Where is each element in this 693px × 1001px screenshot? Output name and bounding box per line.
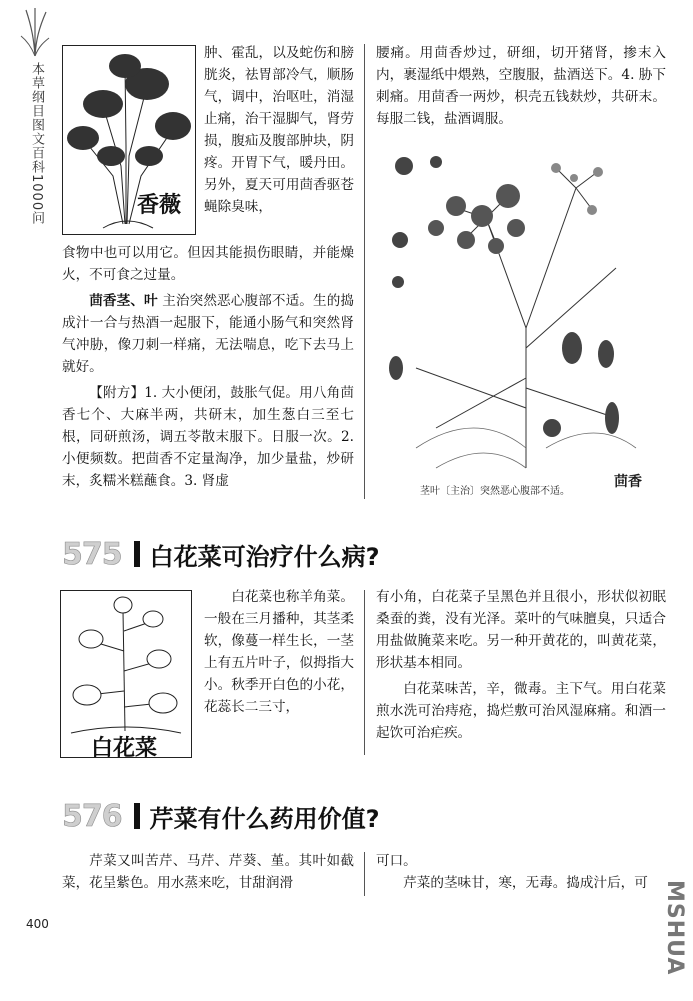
paragraph: 腰痛。用茴香炒过，研细，切开猪肾，掺末入内，裹湿纸中煨熟，空腹服，盐酒送下。4. 胁下刺痛。用茴香一两炒，枳壳五钱麸炒，共研末。每服二钱，盐酒调服。: [376, 45, 666, 127]
section-576-left-column: [62, 850, 354, 894]
section-575-heading: [62, 534, 380, 574]
grass-logo-icon: [20, 6, 50, 58]
paragraph: 白花菜味苦，辛，微毒。主下气。用白花菜煎水洗可治痔疮，捣烂敷可治风湿麻痛。和酒一起饮可治疟疾。: [376, 681, 666, 741]
section-number: 576: [62, 798, 122, 834]
column-divider: [364, 852, 365, 896]
section-574-left-column: [62, 242, 354, 492]
section-575-right-column: [376, 586, 666, 744]
figure-caption: 茎叶〔主治〕突然恶心腹部不适。: [420, 486, 570, 497]
term-label: 茴香茎、叶: [89, 293, 158, 309]
fennel-botanical-figure: [376, 148, 666, 500]
section-574-left-beside-image: [204, 42, 354, 218]
section-title: 芹菜有什么药用价值?: [149, 804, 380, 833]
paragraph: 食物中也可以用它。但因其能损伤眼睛，并能燥火，不可食之过量。: [62, 245, 354, 283]
heading-bar: [134, 803, 140, 829]
paragraph: [62, 290, 354, 378]
paragraph: 芹菜又叫苦芹、马芹、芹葵、堇。其叶如截菜，花呈紫色。用水蒸来吃，甘甜润滑: [62, 853, 354, 891]
section-576-heading: [62, 796, 380, 836]
watermark-text: MSHUA: [662, 880, 687, 976]
term-text: 主治突然恶心腹部不适。生的捣成汁一合与热酒一起服下，能通小肠气和突然肾气冲胁，像刀刺一样痛，无法喘息，吃下去马上就好。: [62, 293, 355, 375]
section-title: 白花菜可治疗什么病?: [149, 542, 380, 571]
figure-title: 茴香: [614, 474, 642, 490]
paragraph: 有小角，白花菜子呈黑色并且很小，形状似初眠桑蚕的粪，没有光泽。菜叶的气味膻臭，只适合用盐做腌菜来吃。另一种开黄花的，叫黄花菜，形状基本相同。: [376, 589, 666, 671]
baihuacai-illustration: [60, 590, 192, 761]
section-575-left-column: [204, 586, 354, 718]
page-number: 400: [26, 917, 49, 931]
fennel-illustration: [62, 45, 196, 235]
paragraph: 可口。: [376, 853, 417, 869]
illustration-label: 香薇: [137, 193, 182, 218]
paragraph: 肿、霍乱，以及蛇伤和膀胱炎，祛胃部冷气，顺肠气，调中，治呕吐，消湿止痛，治干湿脚气，肾劳损，腹疝及腹部肿块，阴疼。开胃下气，暖丹田。另外，夏天可用茴香驱苍蝇除臭味，: [204, 45, 354, 215]
heading-bar: [134, 541, 140, 567]
section-574-right-column: [376, 42, 666, 130]
fennel-botanical-drawing: [376, 148, 666, 478]
paragraph: 芹菜的茎味甘，寒，无毒。捣成汁后，可: [403, 875, 648, 891]
illustration-label: 白花菜: [91, 736, 158, 761]
series-title: 本草纲目图文百科1000问: [29, 62, 44, 226]
paragraph: 白花菜也称羊角菜。一般在三月播种，其茎柔软，像蔓一样生长，一茎上有五片叶子，似拇指大小。秋季开白色的小花，花蕊长二三寸，: [204, 589, 354, 715]
paragraph: 【附方】1. 大小便闭，鼓胀气促。用八角茴香七个、大麻半两，共研末，加生葱白三至七根，同研煎汤，调五苓散末服下。日服一次。2. 小便频数。把茴香不定量淘净，加少量盐，炒研末，炙糯米糕蘸食。3. 肾虚: [62, 385, 354, 489]
column-divider: [364, 590, 365, 755]
column-divider: [364, 44, 365, 499]
section-576-right-column: [376, 850, 666, 894]
section-number: 575: [62, 536, 122, 572]
